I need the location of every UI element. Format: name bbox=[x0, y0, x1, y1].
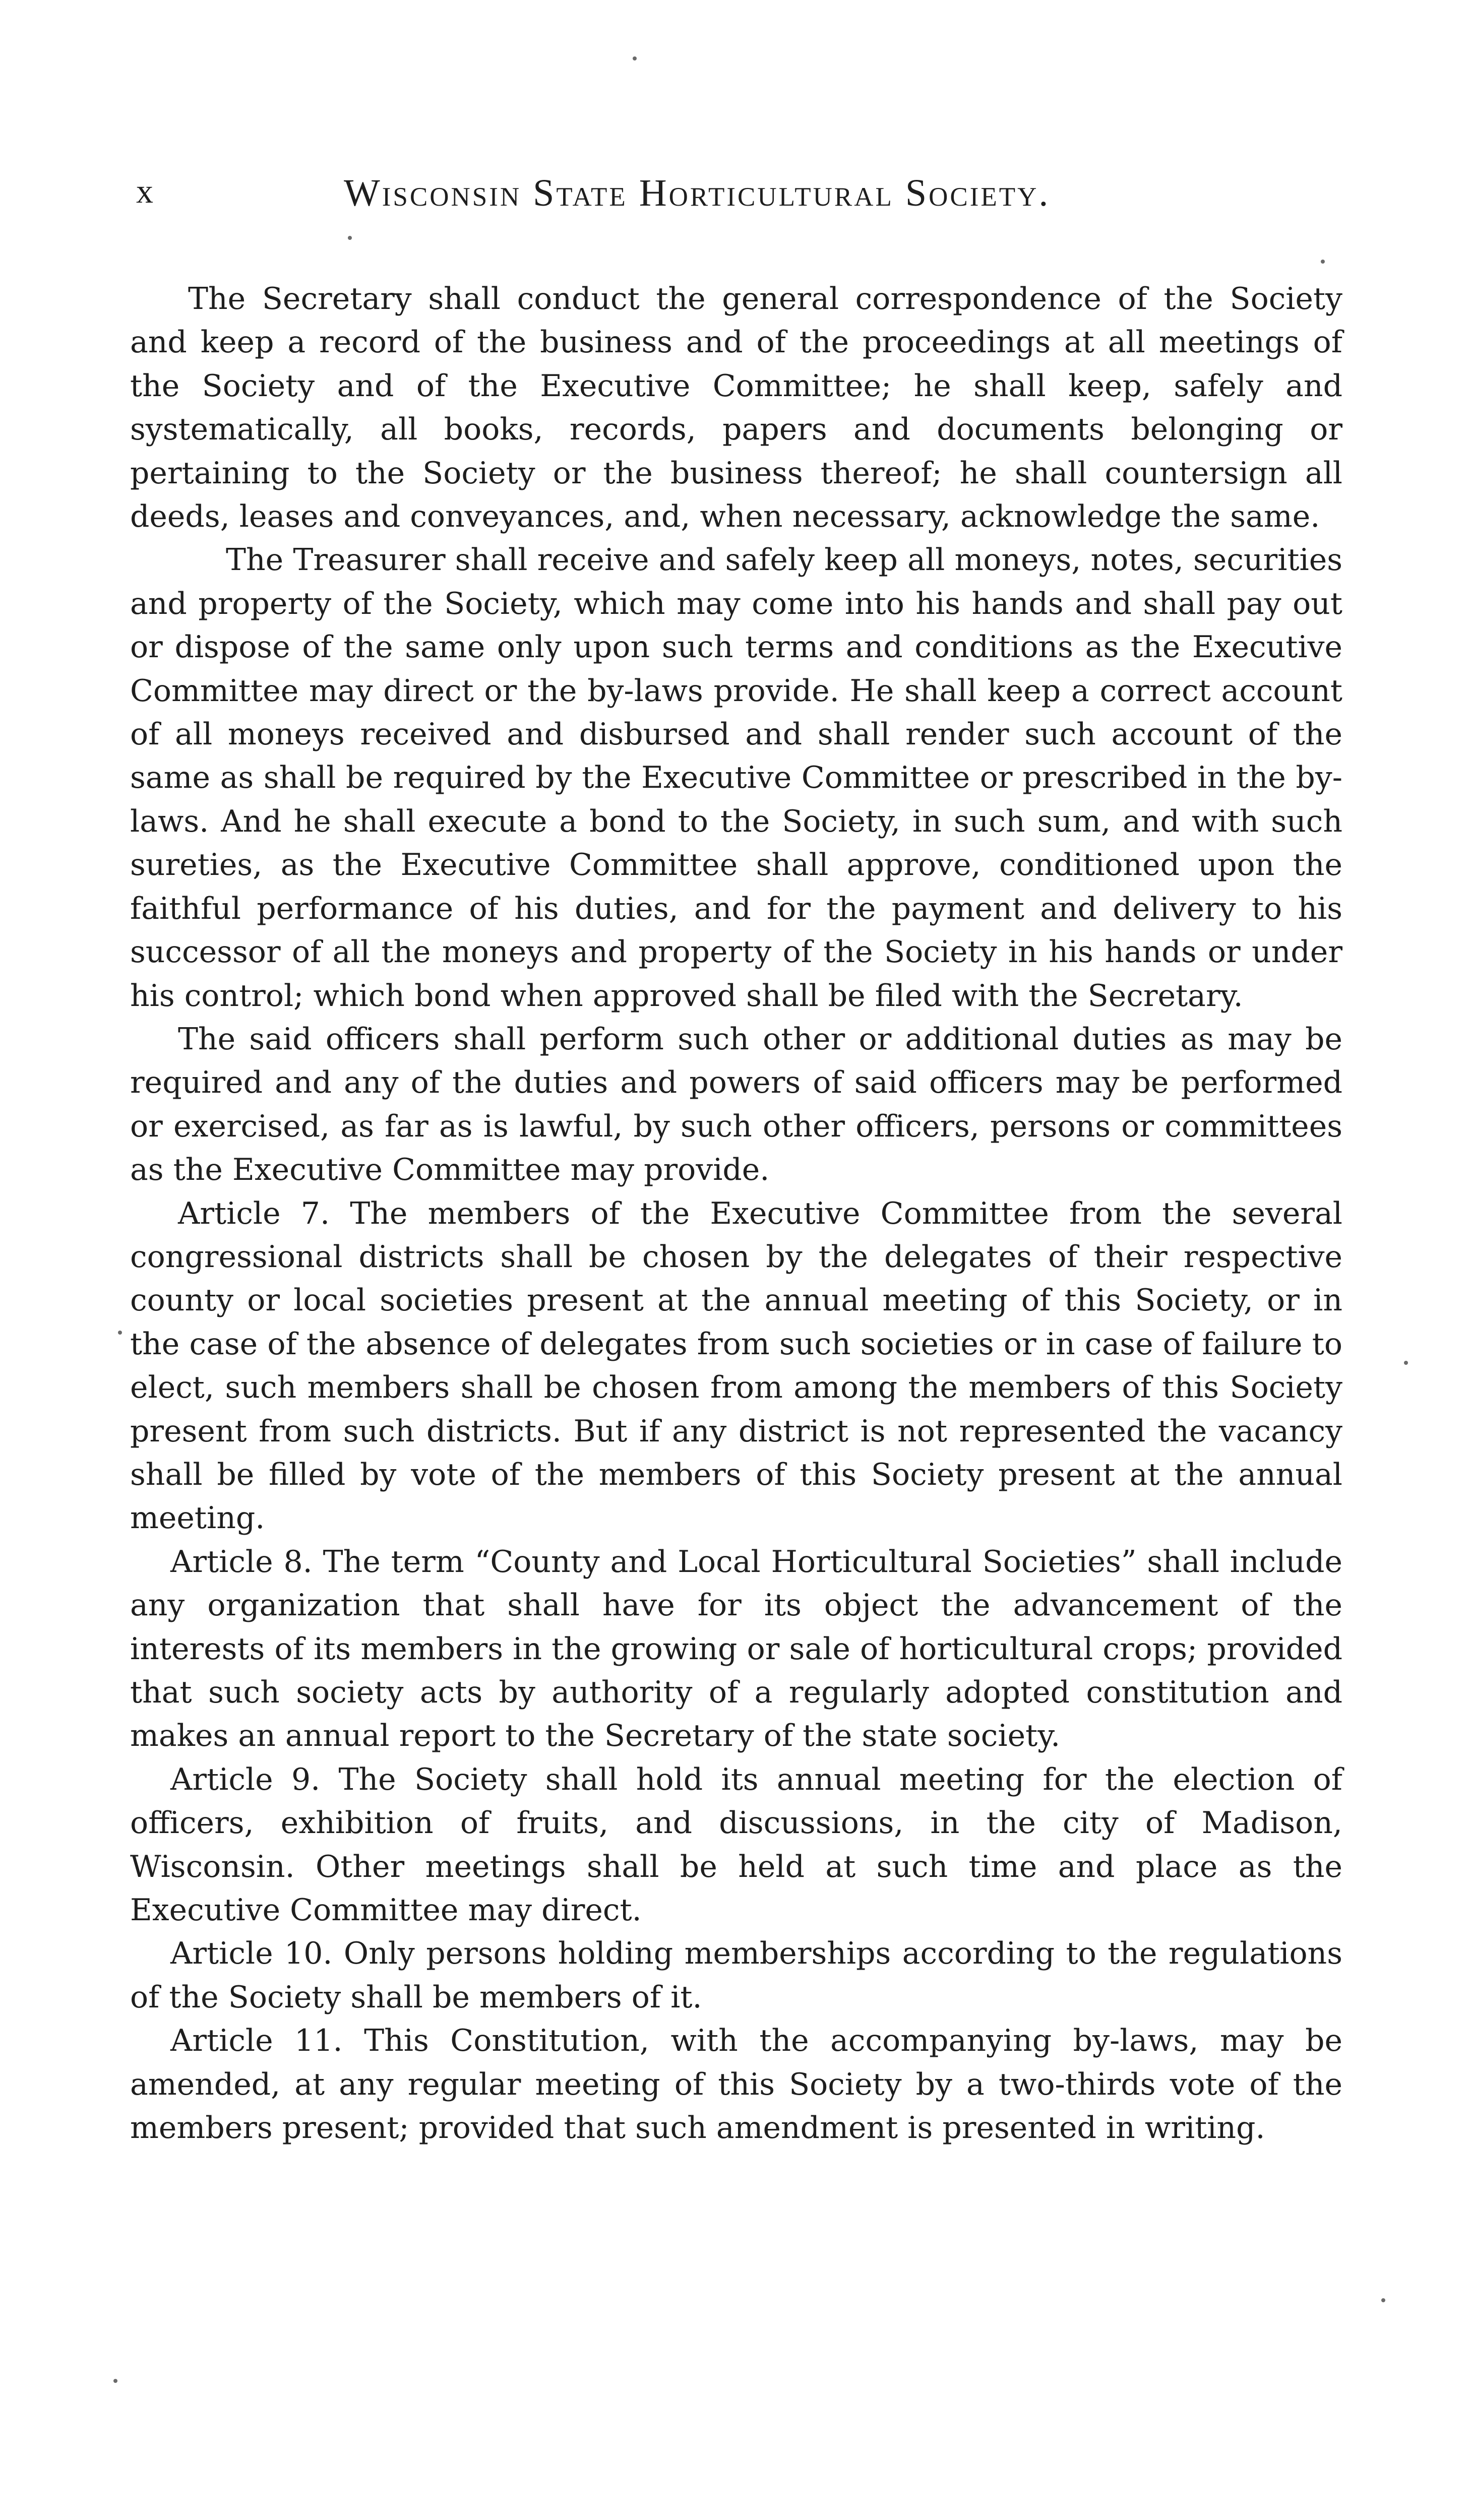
paragraph-secretary-duties: The Secretary shall conduct the general correspondence of the Society and keep a record of the business and of the proceedings at all meetings of the Society and of the Executive Committee; he shall keep, safely and systematically, all books, records, papers and documents belonging or pertaining to the Society or the business thereof; he shall countersign all deeds, leases and conveyances, and, when necessary, acknowledge the same. bbox=[130, 281, 1342, 535]
page-number: x bbox=[136, 172, 154, 210]
paragraph-article-7: Article 7. The members of the Executive Committee from the several congressional districts shall be chosen by the delegates of their respective county or local societies present at the annual meeting of this Society, or in the case of the absence of delegates from such societies or in case of failure to elect, such members shall be chosen from among the members of this Society present from such districts. But if any district is not represented the vacancy shall be filled by vote of the members of this Society present at the annual meeting. bbox=[130, 1195, 1342, 1536]
paragraph-article-9: Article 9. The Society shall hold its annual meeting for the election of officers, exhibition of fruits, and discussions, in the city of Madison, Wisconsin. Other meetings shall be held at such time and place as the Executive Committee may direct. bbox=[130, 1761, 1342, 1928]
print-speck bbox=[1321, 260, 1325, 264]
print-speck bbox=[1404, 1361, 1408, 1365]
print-speck bbox=[348, 236, 352, 240]
paragraph-treasurer-duties: The Treasurer shall receive and safely keep all moneys, notes, securities and property of the Society, which may come into his hands and shall pay out or dispose of the same only upon such terms and conditions as the Executive Committee may direct or the by-laws provide. He shall keep a correct account of all moneys received and disbursed and shall render such account of the same as shall be required by the Executive Committee or prescribed in the by-laws. And he shall execute a bond to the Society, in such sum, and with such sureties, as the Executive Committee shall approve, conditioned upon the faithful performance of his duties, and for the payment and delivery to his successor of all the moneys and property of the Society in his hands or under his control; which bond when approved shall be filed with the Secretary. bbox=[130, 542, 1342, 1014]
print-speck bbox=[633, 56, 637, 60]
print-speck bbox=[118, 1331, 122, 1335]
paragraph-article-11: Article 11. This Constitution, with the accompanying by-laws, may be amended, at any regular meeting of this Society by a two-thirds vote of the members present; provided that such amendment is presented in writing. bbox=[130, 2023, 1342, 2146]
paragraph-article-8: Article 8. The term “County and Local Horticultural Societies” shall include any organization that shall have for its object the advancement of the interests of its members in the growing or sale of horticultural crops; provided that such society acts by authority of a regularly adopted constitution and makes an annual report to the Secretary of the state society. bbox=[130, 1544, 1342, 1754]
print-speck bbox=[1381, 2298, 1385, 2302]
print-speck bbox=[113, 2379, 117, 2383]
journal-title: Wisconsin State Horticultural Society. bbox=[344, 172, 1051, 214]
paragraph-additional-duties: The said officers shall perform such other or additional duties as may be required and any of the duties and powers of said officers may be performed or exercised, as far as is lawful, by such other officers, persons or committees as the Executive Committee may provide. bbox=[130, 1021, 1342, 1188]
running-head bbox=[136, 171, 1346, 227]
paragraph-article-10: Article 10. Only persons holding memberships according to the regulations of the Society shall be members of it. bbox=[130, 1936, 1342, 2015]
body-text bbox=[130, 277, 1342, 2150]
